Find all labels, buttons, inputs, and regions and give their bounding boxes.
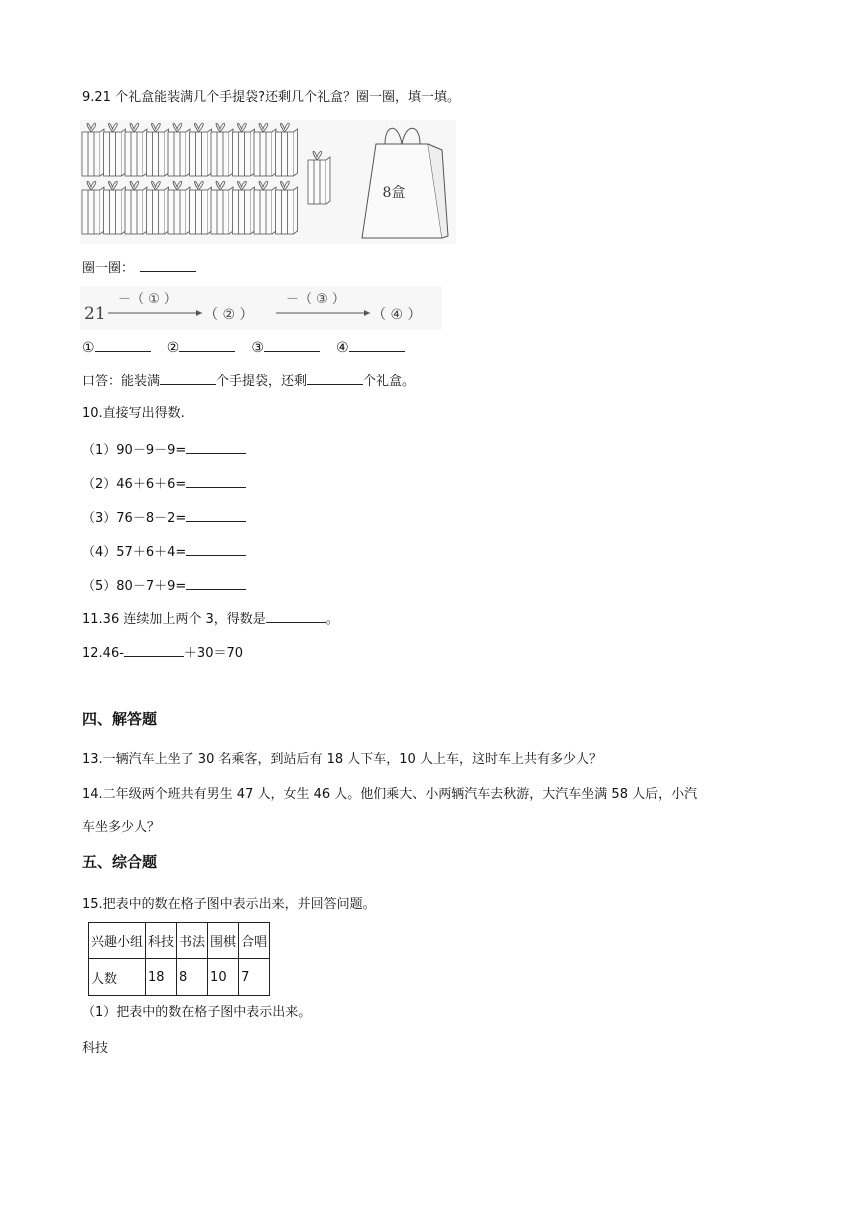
q9-circle-prompt: 圈一圈：	[82, 259, 196, 278]
q11-blank[interactable]	[266, 610, 326, 623]
q9-answer-row	[82, 339, 405, 358]
table-cell: 合唱	[239, 923, 270, 959]
gift-boxes-illustration	[80, 120, 456, 244]
q10-blank-2[interactable]	[186, 475, 246, 488]
table-cell: 7	[239, 959, 270, 996]
q10-blank-1[interactable]	[186, 441, 246, 454]
q10-blank-4[interactable]	[186, 543, 246, 556]
q10-title: 10.直接写出得数.	[82, 406, 185, 421]
table-cell: 8	[177, 959, 208, 996]
q10-item-5: （5）80－7＋9=	[82, 577, 246, 596]
interest-group-table	[88, 922, 270, 996]
section-5-heading: 五、综合题	[82, 853, 158, 871]
table-row	[89, 959, 270, 996]
table-cell: 围棋	[208, 923, 239, 959]
answer-blank-2[interactable]	[179, 339, 235, 352]
q11: 11.36 连续加上两个 3，得数是 。	[82, 612, 339, 627]
table-cell: 书法	[177, 923, 208, 959]
answer-label-3: ③	[251, 340, 264, 356]
grid-row-label: 科技	[82, 1041, 109, 1056]
subtraction-arrow-diagram	[80, 286, 442, 330]
q10-blank-5[interactable]	[186, 577, 246, 590]
table-cell: 18	[146, 959, 177, 996]
diagram-op2: －（ ③ ）	[286, 292, 345, 307]
q12-blank[interactable]	[124, 644, 184, 657]
table-cell: 兴趣小组	[89, 923, 146, 959]
q14-line-2: 车坐多少人？	[82, 820, 161, 835]
answer-label-1: ①	[82, 340, 95, 356]
answer-blank-4[interactable]	[349, 339, 405, 352]
table-cell: 10	[208, 959, 239, 996]
diagram-res2: （ ④ ）	[372, 307, 422, 323]
answer-label-4: ④	[336, 340, 349, 356]
q10-blank-3[interactable]	[186, 509, 246, 522]
table-header-row	[89, 923, 270, 959]
q9-oral-answer: 口答：能装满 个手提袋，还剩 个礼盒。	[82, 374, 416, 389]
table-cell: 科技	[146, 923, 177, 959]
q14-line-1: 14.二年级两个班共有男生 47 人，女生 46 人。他们乘大、小两辆汽车去秋游，大汽车坐满 58 人后，小汽	[82, 787, 698, 802]
bags-count-blank[interactable]	[160, 372, 216, 385]
table-cell: 人数	[89, 959, 146, 996]
bag-label: 8盒	[382, 185, 406, 201]
section-4-heading: 四、解答题	[82, 710, 158, 728]
q13: 13.一辆汽车上坐了 30 名乘客，到站后有 18 人下车，10 人上车，这时车上共有多少人？	[82, 752, 602, 767]
q15-sub1: （1）把表中的数在格子图中表示出来。	[82, 1005, 312, 1020]
diagram-res1: （ ② ）	[204, 307, 254, 323]
q9-title: 9.21 个礼盒能装满几个手提袋?还剩几个礼盒？圈一圈，填一填。	[82, 90, 460, 105]
q12: 12.46- ＋30＝70	[82, 646, 244, 661]
remaining-boxes-blank[interactable]	[307, 372, 363, 385]
q10-item-4: （4）57＋6＋4=	[82, 543, 246, 562]
q10-item-2: （2）46＋6＋6=	[82, 475, 246, 494]
diagram-start: 21	[84, 304, 106, 324]
circle-answer-blank[interactable]	[140, 259, 196, 272]
answer-blank-1[interactable]	[95, 339, 151, 352]
answer-label-2: ②	[166, 340, 180, 356]
q15-title: 15.把表中的数在格子图中表示出来，并回答问题。	[82, 897, 376, 912]
q10-item-1: （1）90－9－9=	[82, 441, 246, 460]
diagram-op1: －（ ① ）	[118, 292, 177, 307]
q10-item-3: （3）76－8－2=	[82, 509, 246, 528]
answer-blank-3[interactable]	[264, 339, 320, 352]
